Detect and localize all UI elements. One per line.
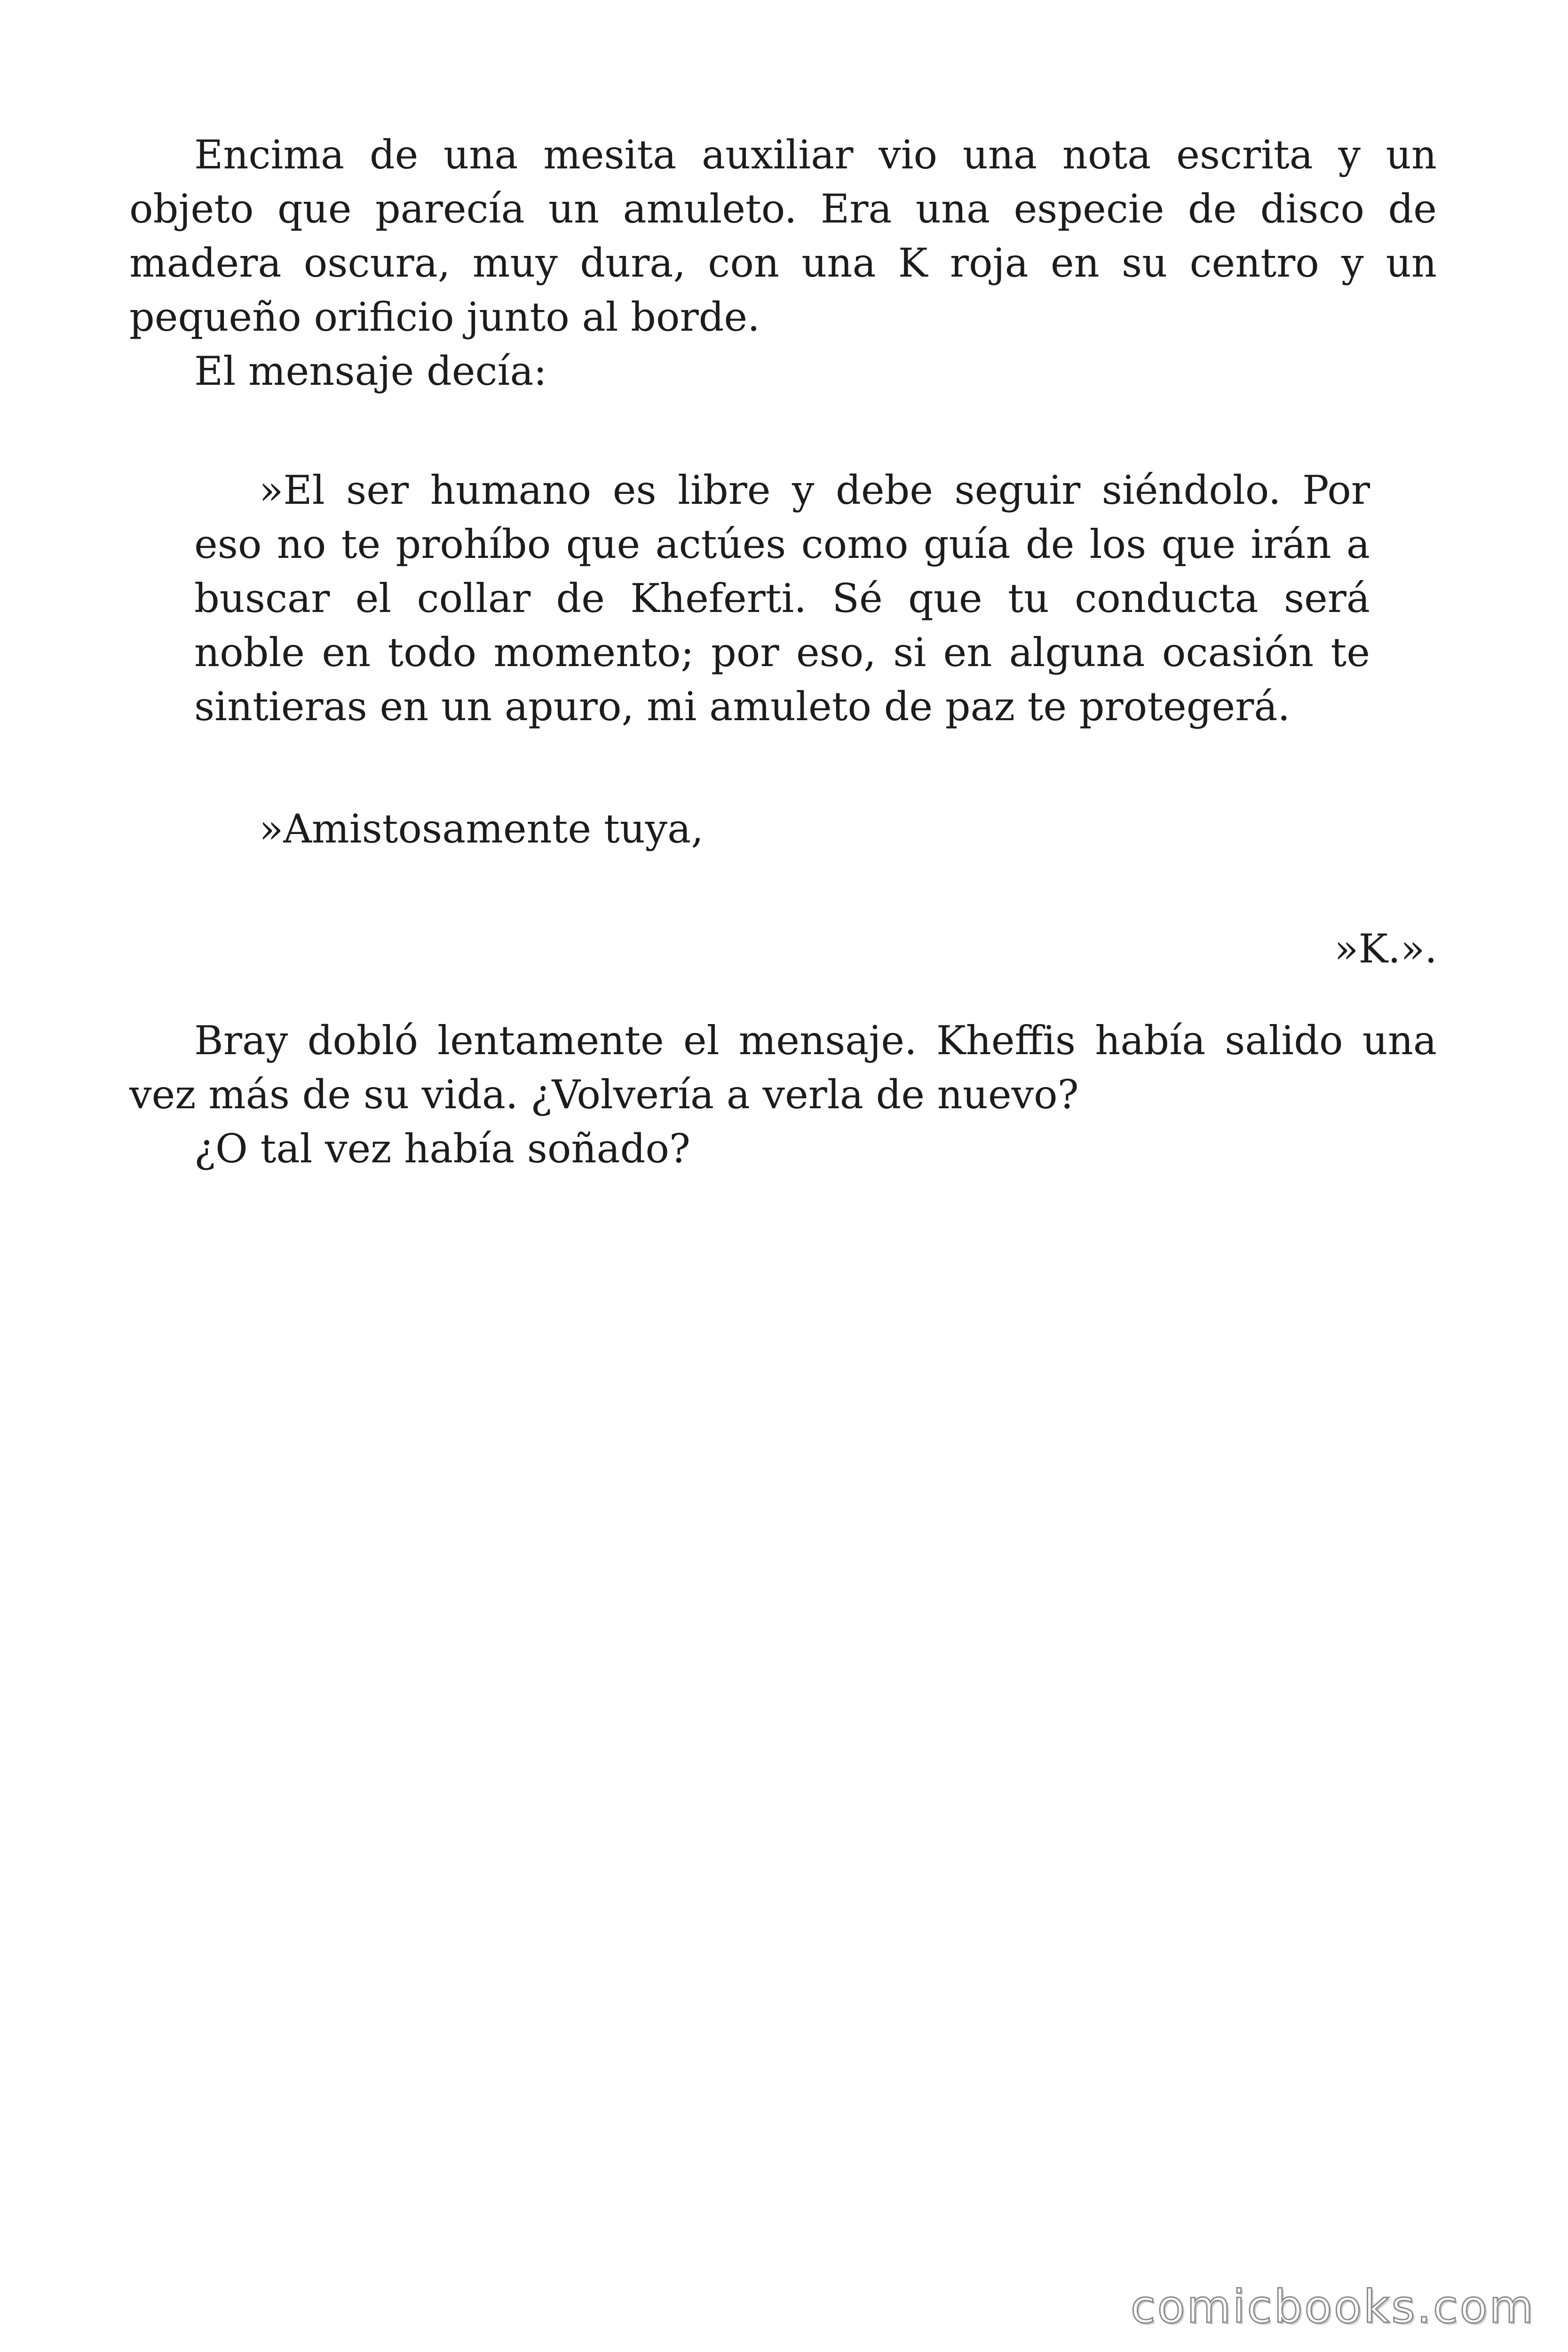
letter-body-section: [194, 463, 1370, 734]
intro-section: [129, 128, 1437, 398]
letter-body: »El ser humano es libre y debe seguir siéndolo. Por eso no te prohíbo que actúes como guía de los que irán a buscar el collar de Kheferti. Sé que tu conducta será noble en todo momento; por eso, si en alguna ocasión te sintieras en un apuro, mi amuleto de paz te protegerá.: [194, 467, 1370, 730]
paragraph-dream-question: ¿O tal vez había soñado?: [194, 1126, 690, 1172]
paragraph-amulet-description: Encima de una mesita auxiliar vio una nota escrita y un objeto que parecía un amuleto. Era una especie de disco de madera oscura, muy dura, con una K roja en su centro y un pequeño orificio junto al borde.: [129, 132, 1437, 340]
closing-section: [129, 1014, 1437, 1176]
site-watermark: comicbooks.com: [1130, 2280, 1535, 2333]
paragraph-bray-folds-message: Bray dobló lentamente el mensaje. Kheffis había salido una vez más de su vida. ¿Volvería a verla de nuevo?: [129, 1017, 1437, 1118]
letter-closing: »Amistosamente tuya,: [259, 806, 704, 852]
letter-signature: »K.».: [1334, 926, 1437, 972]
paragraph-message-intro: El mensaje decía:: [194, 348, 547, 394]
